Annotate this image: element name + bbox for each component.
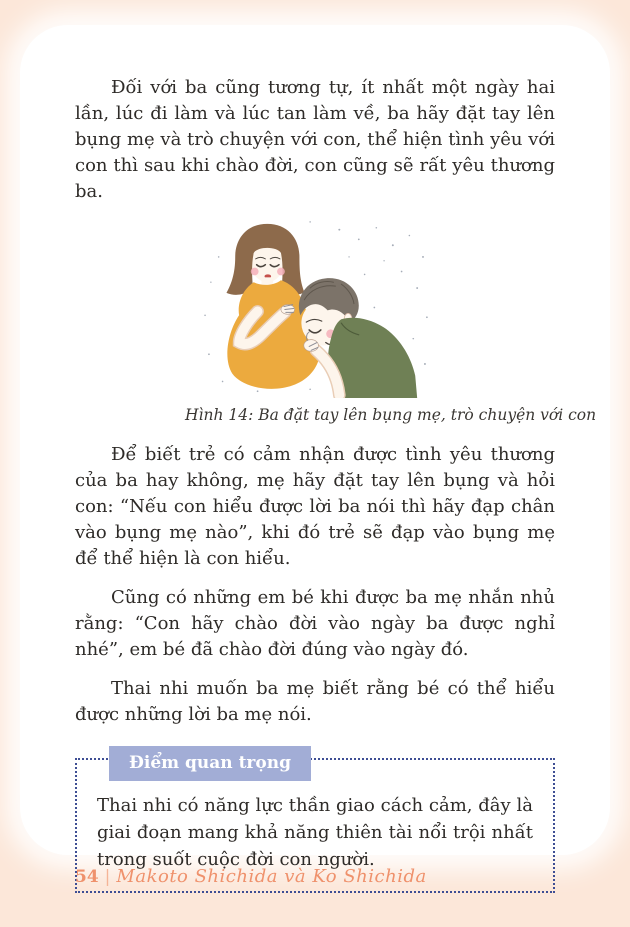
footer-separator: | (104, 867, 111, 887)
footer-authors: Makoto Shichida và Ko Shichida (116, 866, 427, 887)
figure-caption: Hình 14: Ba đặt tay lên bụng mẹ, trò chuyện với con (185, 406, 597, 424)
page-footer (75, 866, 427, 887)
page-content (20, 25, 610, 893)
paragraph-3: Cũng có những em bé khi được ba mẹ nhắn nhủ rằng: “Con hãy chào đời vào ngày ba được nghỉ nhé”, em bé đã chào đời đúng vào ngày đó. (75, 587, 555, 660)
important-note-title-badge: Điểm quan trọng (109, 746, 311, 781)
paragraph-1: Đối với ba cũng tương tự, ít nhất một ngày hai lần, lúc đi làm và lúc tan làm về, ba hãy đặt tay lên bụng mẹ và trò chuyện với con, thể hiện tình yêu với con thì sau khi chào đời, con cũng sẽ rất yêu thương ba. (75, 77, 555, 202)
paragraph-2: Để biết trẻ có cảm nhận được tình yêu thương của ba hay không, mẹ hãy đặt tay lên bụng và hỏi con: “Nếu con hiểu được lời ba nói thì hãy đạp chân vào bụng mẹ nào”, khi đó trẻ sẽ đạp vào bụng mẹ để thể hiện là con hiểu. (75, 444, 555, 569)
important-note-body: Thai nhi có năng lực thần giao cách cảm, đây là giai đoạn mang khả năng thiên tài nổi trội nhất trong suốt cuộc đời con người. (97, 795, 533, 870)
figure-14 (185, 218, 597, 424)
page-card (20, 25, 610, 870)
pregnant-mother-father-illustration-icon (190, 383, 440, 402)
paragraph-4: Thai nhi muốn ba mẹ biết rằng bé có thể hiểu được những lời ba mẹ nói. (75, 678, 555, 725)
page-number: 54 (75, 867, 99, 887)
